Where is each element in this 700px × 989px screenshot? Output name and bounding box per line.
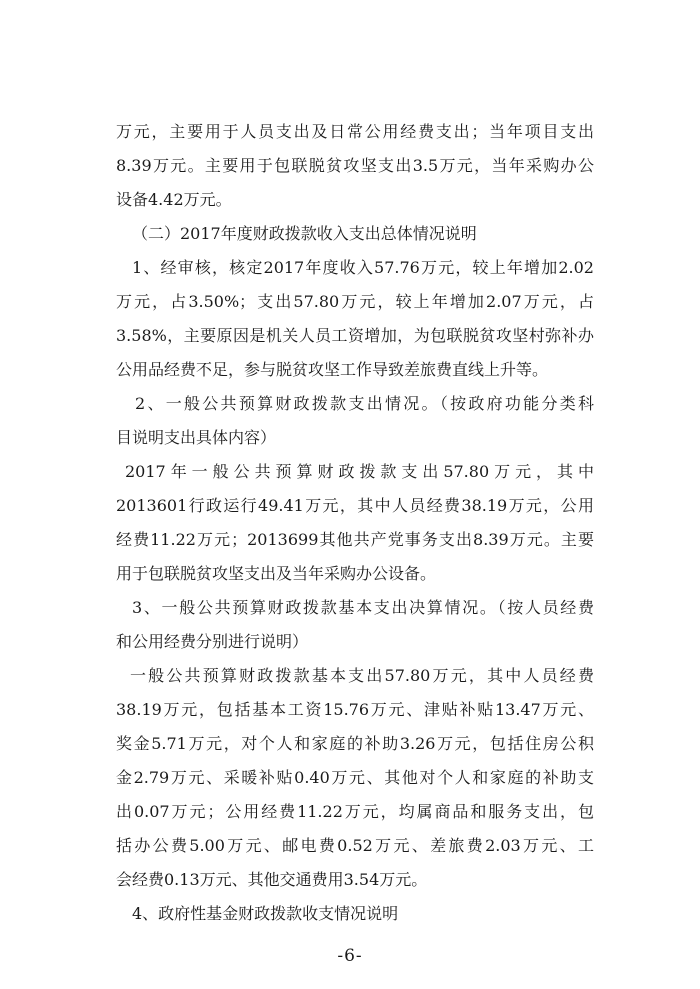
- text-line: 设备4.42万元。: [116, 190, 232, 209]
- text-line: 38.19万元，包括基本工资15.76万元、津贴补贴13.47万元、: [116, 700, 594, 719]
- text-line: 经费11.22万元；2013699其他共产党事务支出8.39万元。主要: [116, 530, 594, 549]
- text-line: 2017年一般公共预算财政拨款支出57.80万元，其中: [125, 462, 594, 481]
- text-line: 出0.07万元；公用经费11.22万元，均属商品和服务支出，包: [116, 802, 594, 821]
- text-line: 目说明支出具体内容）: [116, 428, 277, 447]
- text-line: 一般公共预算财政拨款基本支出57.80万元，其中人员经费: [130, 666, 594, 685]
- text-line: 万元，主要用于人员支出及日常公用经费支出；当年项目支出: [116, 122, 594, 141]
- text-line: 3.58%，主要原因是机关人员工资增加，为包联脱贫攻坚村弥补办: [116, 326, 594, 345]
- subsection-heading: 3、一般公共预算财政拨款基本支出决算情况。（按人员经费: [132, 598, 594, 617]
- text-line: 会经费0.13万元、其他交通费用3.54万元。: [116, 870, 428, 889]
- subsection-heading: 4、政府性基金财政拨款收支情况说明: [132, 904, 399, 923]
- text-line: 2013601行政运行49.41万元，其中人员经费38.19万元，公用: [116, 496, 594, 515]
- page-number: -6-: [337, 946, 363, 966]
- text-line: 奖金5.71万元，对个人和家庭的补助3.26万元，包括住房公积: [116, 734, 594, 753]
- text-line: 1、经审核，核定2017年度收入57.76万元，较上年增加2.02: [132, 258, 594, 277]
- text-line: 括办公费5.00万元、邮电费0.52万元、差旅费2.03万元、工: [116, 836, 594, 855]
- text-line: 万元，占3.50%；支出57.80万元，较上年增加2.07万元，占: [116, 292, 594, 311]
- section-heading: （二）2017年度财政拨款收入支出总体情况说明: [132, 224, 477, 243]
- text-line: 8.39万元。主要用于包联脱贫攻坚支出3.5万元，当年采购办公: [116, 156, 594, 175]
- text-line: 用于包联脱贫攻坚支出及当年采购办公设备。: [116, 564, 437, 583]
- text-line: 金2.79万元、采暖补贴0.40万元、其他对个人和家庭的补助支: [116, 768, 594, 787]
- text-line: 和公用经费分别进行说明）: [116, 632, 309, 651]
- text-line: 公用品经费不足，参与脱贫攻坚工作导致差旅费直线上升等。: [116, 360, 549, 379]
- subsection-heading: 2、一般公共预算财政拨款支出情况。（按政府功能分类科: [135, 394, 594, 413]
